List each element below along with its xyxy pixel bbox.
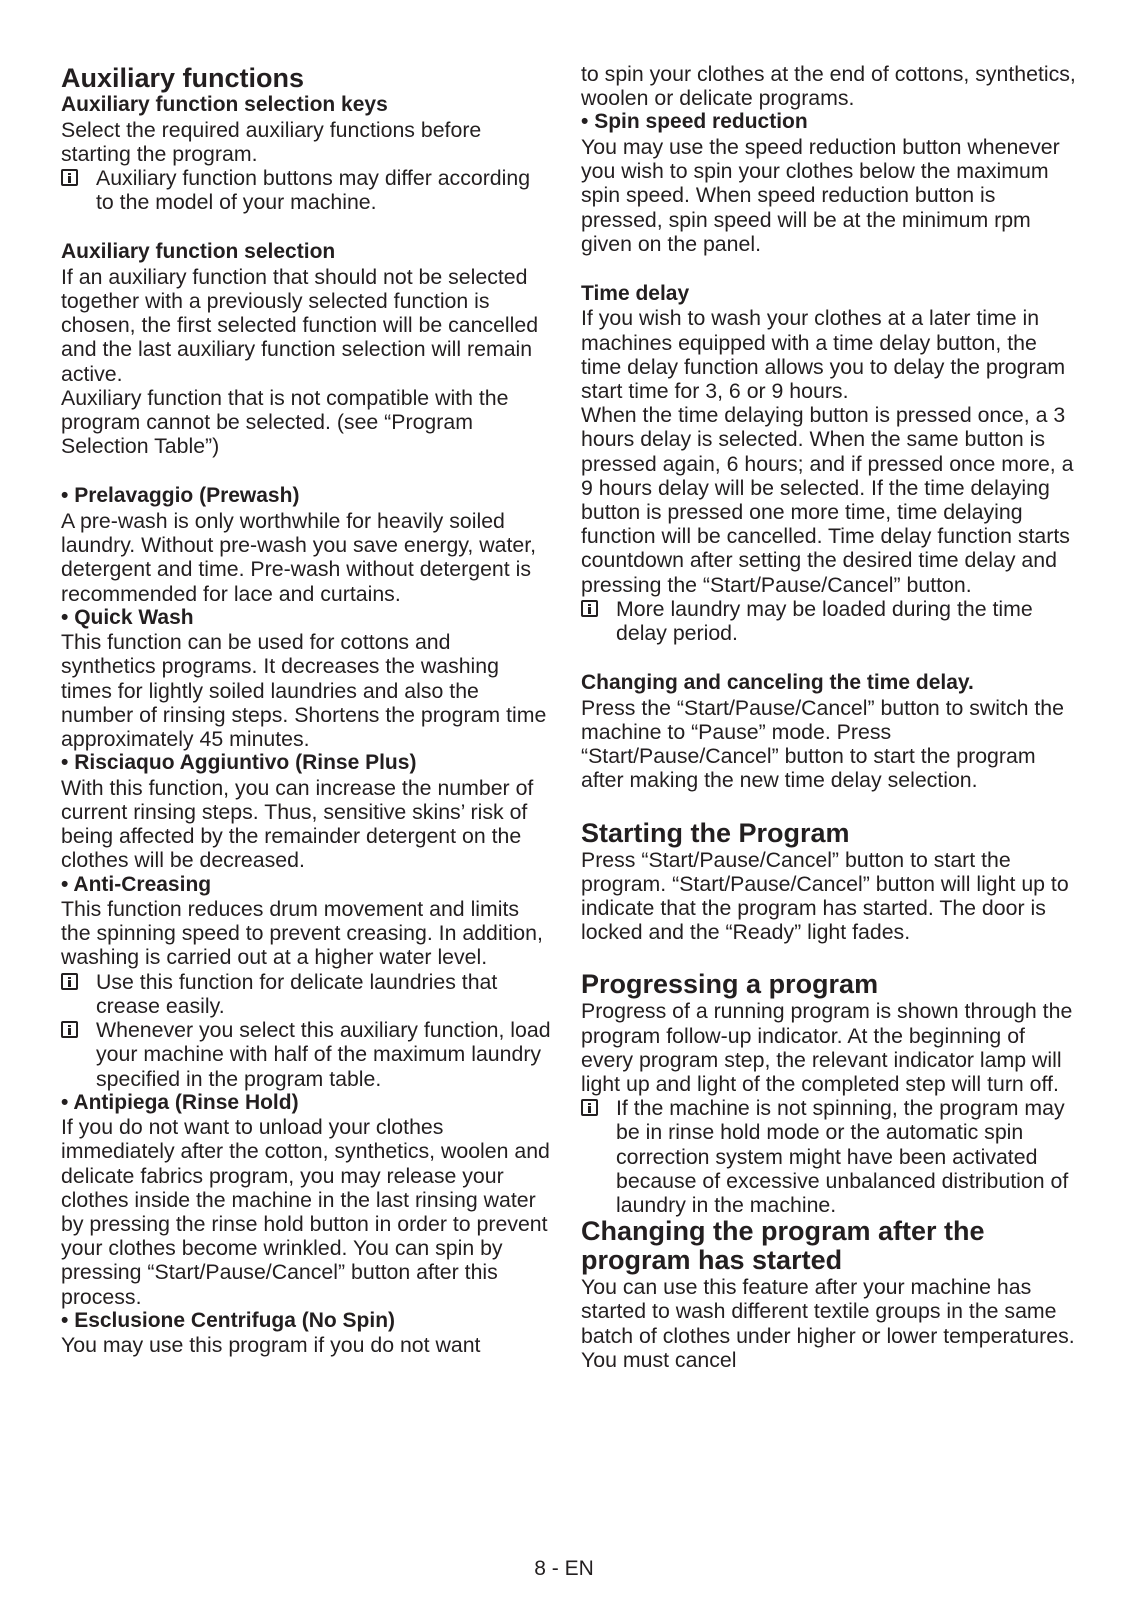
info-icon xyxy=(581,1099,598,1116)
selection-keys-text: Select the required auxiliary functions before starting the program. xyxy=(61,117,482,166)
bullet-heading-no-spin: • Esclusione Centrifuga (No Spin) xyxy=(61,1309,551,1334)
subheading-selection-keys: Auxiliary function selection keys xyxy=(61,93,388,116)
page-number: 8 - EN xyxy=(534,1557,594,1580)
bullet-heading-anti-creasing: • Anti-Creasing xyxy=(61,873,551,898)
function-selection-paragraph: If an auxiliary function that should not be selected together with a previously selected function is chosen, the first selected function will be cancelled and the last auxiliary function selection will remain active. xyxy=(61,264,539,386)
prewash-text: A pre-wash is only worthwhile for heavily soiled laundry. Without pre-wash you save energy, water, detergent and time. Pre-wash without detergent is recommended for lace and curtains. xyxy=(61,508,537,606)
time-delay-paragraph: When the time delaying button is pressed once, a 3 hours delay is selected. When the same button is pressed again, 6 hours; and if pressed once more, a 9 hours delay will be selected. If the time delaying button is pressed one more time, time delaying function will be cancelled. Time delay function starts countdown after setting the desired time delay and pressing the “Start/Pause/Cancel” button. xyxy=(581,403,1074,597)
subheading-changing-time-delay: Changing and canceling the time delay. xyxy=(581,671,974,695)
info-icon xyxy=(61,1021,78,1038)
bullet-heading-rinse-hold: • Antipiega (Rinse Hold) xyxy=(61,1091,551,1116)
starting-program-text: Press “Start/Pause/Cancel” button to start the program. “Start/Pause/Cancel” button will light up to indicate that the program has started. The door is locked and the “Ready” light fades. xyxy=(581,847,1069,945)
no-spin-text: You may use this program if you do not want xyxy=(61,1333,481,1358)
bullet-heading-prewash: • Prelavaggio (Prewash) xyxy=(61,484,551,509)
anti-creasing-text: This function reduces drum movement and limits the spinning speed to prevent creasing. In addition, washing is carried out at a higher water level. xyxy=(61,897,543,970)
time-delay-paragraph: If you wish to wash your clothes at a later time in machines equipped with a time delay button, the time delay function allows you to delay the program start time for 3, 6 or 9 hours. xyxy=(581,306,1066,404)
subheading-function-selection: Auxiliary function selection xyxy=(61,240,336,264)
info-note-text: More laundry may be loaded during the time delay period. xyxy=(616,596,1033,646)
bullet-heading-spin-speed-reduction: • Spin speed reduction xyxy=(581,110,1081,135)
function-selection-paragraph: Auxiliary function that is not compatible with the program cannot be selected. (see “Program Selection Table”) xyxy=(61,385,509,459)
info-note-text: Whenever you select this auxiliary function, load your machine with half of the maximum laundry specified in the program table. xyxy=(96,1018,551,1091)
info-note xyxy=(581,597,1081,645)
info-note xyxy=(61,970,551,1018)
info-icon xyxy=(61,169,78,186)
right-column xyxy=(581,62,1081,1372)
info-note xyxy=(61,166,551,214)
info-note-text: If the machine is not spinning, the program may be in rinse hold mode or the automatic spin correction system might have been activated because of excessive unbalanced distribution of laundry in the machine. xyxy=(616,1096,1069,1218)
changing-time-delay-text: Press the “Start/Pause/Cancel” button to switch the machine to “Pause” mode. Press “Start/Pause/Cancel” button to start the program after making the new time delay selection. xyxy=(581,695,1064,793)
info-note xyxy=(581,1096,1081,1217)
info-icon xyxy=(61,973,78,990)
rinse-plus-text: With this function, you can increase the number of current rinsing steps. Thus, sensitive skins’ risk of being affected by the remainder detergent on the clothes will be decreased. xyxy=(61,775,534,873)
no-spin-text-continued: to spin your clothes at the end of cottons, synthetics, woolen or delicate programs. xyxy=(581,62,1076,111)
bullet-heading-rinse-plus: • Risciaquo Aggiuntivo (Rinse Plus) xyxy=(61,751,551,776)
subheading-time-delay: Time delay xyxy=(581,281,690,305)
changing-program-text: You can use this feature after your machine has started to wash different textile groups in the same batch of clothes under higher or lower temperatures. You must cancel xyxy=(581,1275,1075,1372)
quick-wash-text: This function can be used for cottons and synthetics programs. It decreases the washing times for lightly soiled laundries and also the number of rinsing steps. Shortens the program time approximately 45 minutes. xyxy=(61,630,547,752)
section-title-changing-program: Changing the program after the program has started xyxy=(581,1216,985,1276)
rinse-hold-text: If you do not want to unload your clothes immediately after the cotton, synthetics, woolen and delicate fabrics program, you may release your clothes inside the machine in the last rinsing water by pressing the rinse hold button in order to prevent your clothes become wrinkled. You can spin by pressing “Start/Pause/Cancel” button after this process. xyxy=(61,1115,550,1309)
bullet-heading-quick-wash: • Quick Wash xyxy=(61,606,551,631)
info-note-text: Auxiliary function buttons may differ according to the model of your machine. xyxy=(96,165,531,215)
section-title-auxiliary-functions: Auxiliary functions xyxy=(61,63,305,93)
spin-speed-reduction-text: You may use the speed reduction button whenever you wish to spin your clothes below the maximum spin speed. When speed reduction button is pressed, spin speed will be at the minimum rpm given on the panel. xyxy=(581,134,1060,256)
info-icon xyxy=(581,600,598,617)
info-note xyxy=(61,1018,551,1091)
progressing-program-text: Progress of a running program is shown through the program follow-up indicator. At the beginning of every program step, the relevant indicator lamp will light up and light of the completed step will turn off. xyxy=(581,999,1073,1096)
left-column xyxy=(61,64,551,1358)
section-title-starting-program: Starting the Program xyxy=(581,817,850,848)
info-note-text: Use this function for delicate laundries that crease easily. xyxy=(96,969,498,1018)
section-title-progressing-program: Progressing a program xyxy=(581,969,879,1000)
